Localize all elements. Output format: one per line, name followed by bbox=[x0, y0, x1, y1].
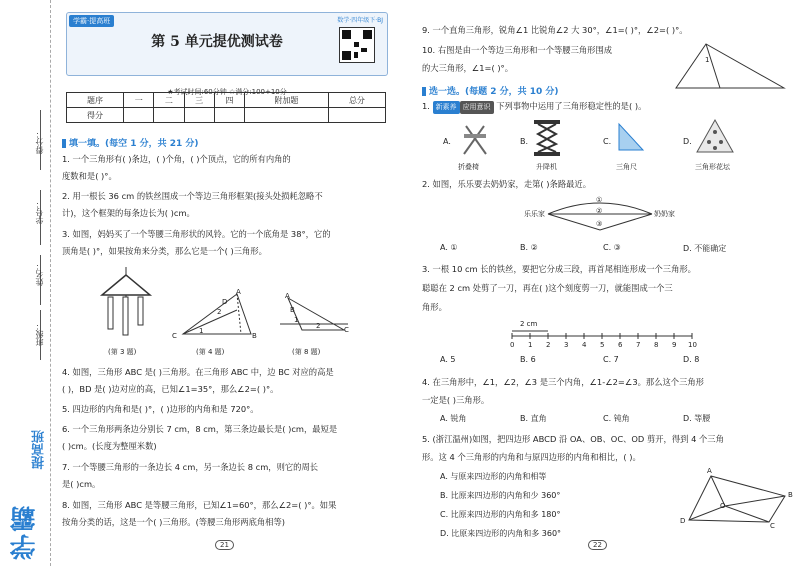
score-input[interactable] bbox=[124, 108, 154, 123]
quadrilateral-figure bbox=[685, 470, 790, 528]
option-label[interactable]: C. 钝角 bbox=[603, 414, 630, 423]
ruler-tick: 10 bbox=[688, 341, 697, 349]
option-label[interactable]: C. bbox=[603, 137, 612, 146]
option-label[interactable]: B. 6 bbox=[520, 355, 536, 364]
question-line: ( )cm。(长度为整厘米数) bbox=[62, 441, 157, 451]
question-line: 3. 一根 10 cm 长的铁丝，要把它分成三段，再首尾相连形成一个三角形。 bbox=[422, 264, 696, 274]
path-label: ② bbox=[596, 207, 603, 215]
ruler-tick: 2 bbox=[546, 341, 551, 349]
option-label[interactable]: D. 比原来四边形的内角和多 360° bbox=[440, 529, 562, 538]
option-label[interactable]: A. 与原来四边形的内角和相等 bbox=[440, 472, 547, 481]
question-line: 形。这 4 个三角形的内角和与原四边形的内角和相比，( )。 bbox=[422, 452, 641, 462]
vertex-label: O bbox=[720, 502, 726, 510]
id-label: 学号： bbox=[35, 200, 44, 224]
ruler-tick: 1 bbox=[528, 341, 533, 349]
option-label[interactable]: B. 比原来四边形的内角和少 360° bbox=[440, 491, 561, 500]
option-label[interactable]: B. 直角 bbox=[520, 414, 547, 423]
option-caption: 折叠椅 bbox=[458, 163, 479, 171]
tag-new-literacy: 新素养 bbox=[433, 101, 460, 114]
question-line: ( )，BD 是( )边对应的高，已知∠1=35°，那么∠2=( )°。 bbox=[62, 384, 279, 394]
right-page bbox=[400, 0, 800, 566]
question-line: 8. 如图，三角形 ABC 是等腰三角形，已知∠1=60°，那么∠2=( )°。如果 bbox=[62, 500, 337, 510]
vertex-label: B bbox=[252, 332, 257, 340]
question-line: 6. 一个三角形两条边分别长 7 cm，8 cm，第三条边最长是( )cm，最短是 bbox=[62, 424, 338, 434]
question-line: 聪聪在 2 cm 处剪了一刀，再在( )这个刻度剪一刀，就能围成一个三 bbox=[422, 283, 673, 293]
score-header-row bbox=[67, 93, 386, 108]
option-caption: 升降机 bbox=[536, 163, 557, 171]
option-label[interactable]: C. 7 bbox=[603, 355, 619, 364]
score-row-label: 得分 bbox=[67, 108, 124, 123]
angle-label: 1 bbox=[199, 327, 204, 335]
big-triangle-figure bbox=[672, 40, 790, 92]
option-label[interactable]: A. bbox=[443, 137, 451, 146]
score-input[interactable] bbox=[244, 108, 328, 123]
folding-chair-icon bbox=[458, 120, 492, 156]
question-line: 计)，这个框架的每条边长为( )cm。 bbox=[62, 208, 195, 218]
angle-label: 2 bbox=[316, 322, 321, 330]
place-label: 奶奶家 bbox=[654, 210, 675, 218]
option-caption: 三角形花坛 bbox=[695, 163, 730, 171]
question-line: 10. 右图是由一个等边三角形和一个等腰三角形围成 bbox=[422, 45, 613, 55]
class-label: 班级： bbox=[35, 322, 44, 346]
score-input[interactable] bbox=[154, 108, 184, 123]
ruler-tick: 5 bbox=[600, 341, 605, 349]
angle-label: 2 bbox=[217, 308, 222, 316]
question-line: 4. 在三角形中，∠1，∠2，∠3 是三个内角，∠1-∠2=∠3。那么这个三角形 bbox=[422, 377, 704, 387]
question-line: 的大三角形，∠1=( )°。 bbox=[422, 63, 514, 73]
vertex-label: A bbox=[707, 467, 712, 475]
question-line: 5. 四边形的内角和是( )°，( )边形的内角和是 720°。 bbox=[62, 404, 259, 414]
question-line: 2. 用一根长 36 cm 的铁丝围成一个等边三角形框架(接头处损耗忽略不 bbox=[62, 191, 323, 201]
question-line: 角形。 bbox=[422, 302, 447, 312]
score-cell: 二 bbox=[154, 93, 184, 108]
score-cell: 一 bbox=[124, 93, 154, 108]
score-table bbox=[66, 92, 386, 123]
angle-label: 1 bbox=[294, 316, 299, 324]
question-line: 9. 一个直角三角形，锐角∠1 比锐角∠2 大 30°，∠1=( )°，∠2=( )°。 bbox=[422, 25, 688, 35]
figure-caption: (第 4 题) bbox=[196, 348, 225, 356]
triangle-flowerbed-icon bbox=[695, 118, 735, 154]
vertex-label: A bbox=[285, 292, 290, 300]
score-cell: 四 bbox=[214, 93, 244, 108]
vertex-label: D bbox=[222, 298, 228, 306]
wind-chime-figure bbox=[96, 265, 156, 340]
name-label: 姓名： bbox=[35, 262, 44, 286]
lift-machine-icon bbox=[530, 118, 564, 158]
option-label[interactable]: A. ① bbox=[440, 243, 458, 252]
question-line: 1. 一个三角形有( )条边，( )个角，( )个顶点，它的所有内角的 bbox=[62, 154, 291, 164]
brand-logo: 学霸 bbox=[10, 504, 40, 560]
page-number: 22 bbox=[588, 540, 607, 550]
vertex-label: B bbox=[290, 306, 295, 314]
exam-header bbox=[66, 12, 388, 96]
figure-caption: (第 3 题) bbox=[108, 348, 137, 356]
qr-code-icon[interactable] bbox=[339, 27, 375, 63]
vertex-label: C bbox=[770, 522, 775, 530]
angle-label: 1 bbox=[705, 56, 710, 64]
option-label[interactable]: A. 5 bbox=[440, 355, 456, 364]
score-input[interactable] bbox=[214, 108, 244, 123]
ruler-segment-label: 2 cm bbox=[520, 320, 538, 328]
option-label[interactable]: C. 比原来四边形的内角和多 180° bbox=[440, 510, 561, 519]
question-line: 7. 一个等腰三角形的一条边长 4 cm，另一条边长 8 cm，则它的周长 bbox=[62, 462, 319, 472]
ruler-tick: 7 bbox=[636, 341, 641, 349]
option-label[interactable]: D. bbox=[683, 137, 692, 146]
book-tag: 数学·四年级下·BJ bbox=[337, 17, 383, 24]
brand-tag: 学霸·提高班 bbox=[69, 15, 114, 27]
score-cell: 三 bbox=[184, 93, 214, 108]
score-cell: 附加题 bbox=[244, 93, 328, 108]
score-value-row bbox=[67, 108, 386, 123]
exam-info: ★考试时间:60分钟 ☆满分:100+10分 bbox=[167, 88, 287, 96]
score-cell: 总分 bbox=[328, 93, 385, 108]
ruler-tick: 8 bbox=[654, 341, 659, 349]
option-label[interactable]: A. 锐角 bbox=[440, 414, 467, 423]
ruler-tick: 9 bbox=[672, 341, 677, 349]
score-cell: 题序 bbox=[67, 93, 124, 108]
vertex-label: A bbox=[236, 288, 241, 296]
question-line: 5. (浙江温州)如图，把四边形 ABCD 沿 OA、OB、OC、OD 剪开，得到 4 个三角 bbox=[422, 434, 724, 444]
question-line: 3. 如图，妈妈买了一个等腰三角形状的风铃。它的一个底角是 38°，它的 bbox=[62, 229, 331, 239]
ruler-tick: 0 bbox=[510, 341, 515, 349]
figure-caption: (第 8 题) bbox=[292, 348, 321, 356]
vertex-label: D bbox=[680, 517, 686, 525]
section-choice-title: 选一选。(每题 2 分，共 10 分) bbox=[422, 84, 559, 97]
question-line: 顶角是( )°，如果按角来分类，那么它是一个( )三角形。 bbox=[62, 246, 267, 256]
section-fill-title: 填一填。(每空 1 分，共 21 分) bbox=[62, 136, 199, 149]
page-number: 21 bbox=[215, 540, 234, 550]
page-title: 第 5 单元提优测试卷 bbox=[151, 34, 283, 50]
place-label: 乐乐家 bbox=[524, 210, 545, 218]
question-line: 一定是( )三角形。 bbox=[422, 395, 490, 405]
question-line: 2. 如图，乐乐要去奶奶家，走第( )条路最近。 bbox=[422, 179, 592, 189]
ruler-tick: 4 bbox=[582, 341, 587, 349]
vertex-label: B bbox=[788, 491, 793, 499]
score-input[interactable] bbox=[184, 108, 214, 123]
option-caption: 三角尺 bbox=[616, 163, 637, 171]
score-label: 得分： bbox=[35, 130, 44, 154]
option-label[interactable]: D. 8 bbox=[683, 355, 700, 364]
question-line: 是( )cm。 bbox=[62, 479, 101, 489]
binding-strip bbox=[0, 0, 51, 566]
tag-application: 应用意识 bbox=[460, 101, 494, 114]
vertex-label: C bbox=[172, 332, 177, 340]
ruler-figure bbox=[510, 328, 700, 342]
option-label[interactable]: B. bbox=[520, 137, 529, 146]
option-label[interactable]: C. ③ bbox=[603, 243, 621, 252]
question-line: 度数和是( )°。 bbox=[62, 171, 117, 181]
option-label[interactable]: B. ② bbox=[520, 243, 538, 252]
path-label: ③ bbox=[596, 220, 603, 228]
triangle-ruler-icon bbox=[615, 120, 645, 154]
question-line: 4. 如图，三角形 ABC 是( )三角形。在三角形 ABC 中，边 BC 对应的高是 bbox=[62, 367, 334, 377]
score-input[interactable] bbox=[328, 108, 385, 123]
brand-sub: 提高班 bbox=[32, 430, 47, 469]
ruler-tick: 3 bbox=[564, 341, 569, 349]
path-label: ① bbox=[596, 196, 603, 204]
vertex-label: C bbox=[344, 326, 349, 334]
question-line: 按角分类的话，这是一个( )三角形。(等腰三角形两底角相等) bbox=[62, 517, 286, 527]
option-label[interactable]: D. 等腰 bbox=[683, 414, 711, 423]
option-label[interactable]: D. 不能确定 bbox=[683, 244, 727, 253]
question-line: 1. 新素养 应用意识 下列事物中运用了三角形稳定性的是( )。 bbox=[422, 100, 646, 114]
ruler-tick: 6 bbox=[618, 341, 623, 349]
